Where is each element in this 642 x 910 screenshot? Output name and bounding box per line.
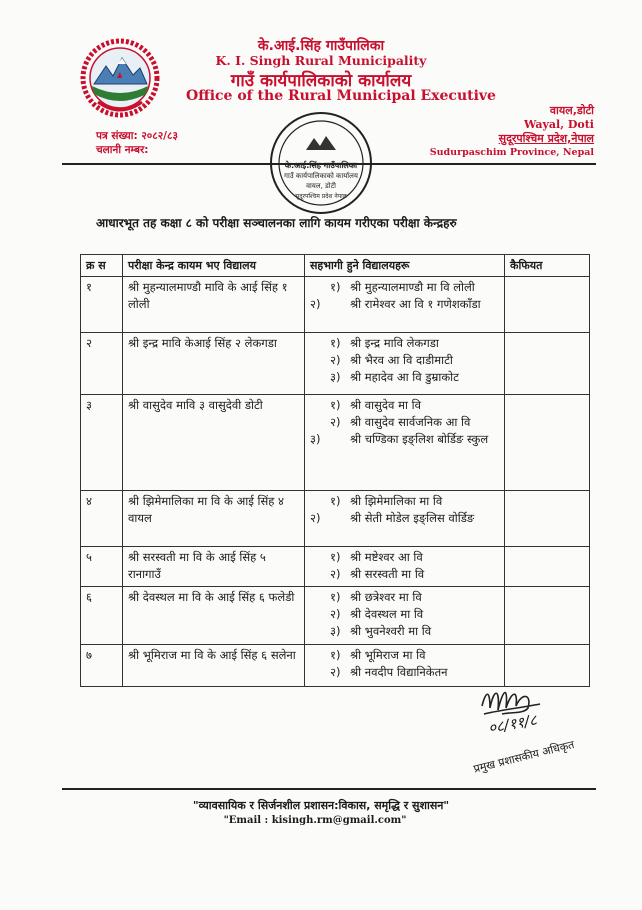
- row-remarks: [505, 645, 590, 687]
- list-item: २) श्री सेती मोडेल इङ्लिस वोर्डिङ: [310, 511, 475, 525]
- list-item: १) श्री मुहन्यालमाण्डौ मा वि लोली: [330, 280, 475, 294]
- row-schools: [305, 333, 505, 395]
- address-np: वायल,डोटी: [549, 104, 594, 117]
- row-sn: ५: [81, 547, 123, 587]
- row-schools: [305, 645, 505, 687]
- stamp-line-3: वायल, डोटी: [306, 182, 336, 190]
- list-item: ३) श्री महादेव आ वि डुम्राकोट: [330, 370, 459, 384]
- row-schools: [305, 277, 505, 333]
- row-schools: [305, 547, 505, 587]
- list-item: १) श्री मष्टेश्वर आ वि: [330, 550, 423, 564]
- row-center: श्री झिमेमालिका मा वि के आई सिंह ४ वायल: [123, 491, 305, 547]
- municipality-name-en: K. I. Singh Rural Municipality: [215, 53, 427, 68]
- list-item: २) श्री भैरव आ वि दाडीमाटी: [330, 353, 453, 367]
- table-row: [81, 491, 590, 547]
- stamp-line-4: सुदूरपश्चिम प्रदेश नेपाल: [295, 193, 347, 200]
- list-item: २) श्री सरस्वती मा वि: [330, 567, 425, 581]
- subject-line: आधारभूत तह कक्षा ८ को परीक्षा सञ्चालनका लागि कायम गरीएका परीक्षा केन्द्रहरु: [96, 216, 457, 230]
- row-sn: ४: [81, 491, 123, 547]
- list-item: ३) श्री चण्डिका इङ्लिश बोर्डिङ स्कुल: [310, 432, 489, 446]
- row-center: श्री इन्द्र मावि केआई सिंह २ लेकगडा: [123, 333, 305, 395]
- list-item: १) श्री भूमिराज मा वि: [330, 648, 426, 662]
- table-row: [81, 333, 590, 395]
- row-center: श्री सरस्वती मा वि के आई सिंह ५ रानागाउँ: [123, 547, 305, 587]
- row-remarks: [505, 333, 590, 395]
- table-header-row: [81, 255, 590, 277]
- list-item: १) श्री छत्रेश्वर मा वि: [330, 590, 422, 604]
- footer-email: "Email : kisingh.rm@gmail.com": [223, 815, 407, 826]
- dispatch-number: चलानी नम्बर:: [96, 144, 149, 156]
- province-np: सुदूरपश्चिम प्रदेश,नेपाल: [498, 132, 594, 145]
- footer-motto: "व्यावसायिक र सिर्जनशील प्रशासन:विकास, समृद्धि र सुशासन": [192, 799, 450, 812]
- row-center: श्री मुहन्यालमाण्डौ मावि के आई सिंह १ लोली: [123, 277, 305, 333]
- list-item: २) श्री नवदीप विद्यानिकेतन: [330, 665, 448, 679]
- row-remarks: [505, 587, 590, 645]
- office-stamp: [268, 110, 374, 216]
- row-remarks: [505, 395, 590, 491]
- signature-date: ०८/११/८: [486, 710, 539, 738]
- row-sn: १: [81, 277, 123, 333]
- row-center: श्री देवस्थल मा वि के आई सिंह ६ फलेडी: [123, 587, 305, 645]
- stamp-line-2: गाउँ कार्यपालिकाको कार्यालय: [284, 172, 358, 180]
- list-item: २) श्री वासुदेव सार्वजनिक आ वि: [330, 415, 471, 429]
- col-header-remarks: कैफियत: [505, 255, 590, 277]
- list-item: ३) श्री भुवनेश्वरी मा वि: [330, 624, 432, 638]
- address-en: Wayal, Doti: [523, 118, 594, 131]
- footer-divider: [62, 788, 596, 790]
- row-remarks: [505, 277, 590, 333]
- address-block: [430, 104, 594, 160]
- row-schools: [305, 587, 505, 645]
- col-header-schools: सहभागी हुने विद्यालयहरू: [305, 255, 505, 277]
- list-item: १) श्री झिमेमालिका मा वि: [330, 494, 443, 508]
- table-row: [81, 547, 590, 587]
- exam-centers-table: [80, 254, 590, 687]
- letter-number: पत्र संख्या: २०८२/८३: [96, 130, 178, 142]
- col-header-sn: क्र स: [81, 255, 123, 277]
- row-schools: [305, 491, 505, 547]
- table-row: [81, 277, 590, 333]
- row-sn: ३: [81, 395, 123, 491]
- table-row: [81, 587, 590, 645]
- table-row: [81, 395, 590, 491]
- col-header-center: परीक्षा केन्द्र कायम भए विद्यालय: [123, 255, 305, 277]
- row-remarks: [505, 491, 590, 547]
- table-row: [81, 645, 590, 687]
- row-remarks: [505, 547, 590, 587]
- signatory-title: प्रमुख प्रशासकीय अधिकृत: [472, 737, 576, 776]
- office-name-en: Office of the Rural Municipal Executive: [186, 88, 496, 104]
- row-sn: ६: [81, 587, 123, 645]
- list-item: १) श्री इन्द्र मावि लेकगडा: [330, 336, 439, 350]
- list-item: २) श्री देवस्थल मा वि: [330, 607, 424, 621]
- row-schools: [305, 395, 505, 491]
- list-item: २) श्री रामेश्वर आ वि १ गणेशकाँडा: [310, 297, 481, 311]
- municipality-name-np: के.आई.सिंह गाउँपालिका: [257, 38, 385, 54]
- row-sn: २: [81, 333, 123, 395]
- office-name-np: गाउँ कार्यपालिकाको कार्यालय: [230, 71, 412, 91]
- row-sn: ७: [81, 645, 123, 687]
- row-center: श्री वासुदेव मावि ३ वासुदेवी डोटी: [123, 395, 305, 491]
- reference-block: [96, 129, 178, 157]
- row-center: श्री भूमिराज मा वि के आई सिंह ६ सलेना: [123, 645, 305, 687]
- list-item: १) श्री वासुदेव मा वि: [330, 398, 421, 412]
- stamp-line-1: के.आई.सिंह गाउँपालिका: [284, 161, 358, 170]
- province-en: Sudurpaschim Province, Nepal: [429, 147, 594, 158]
